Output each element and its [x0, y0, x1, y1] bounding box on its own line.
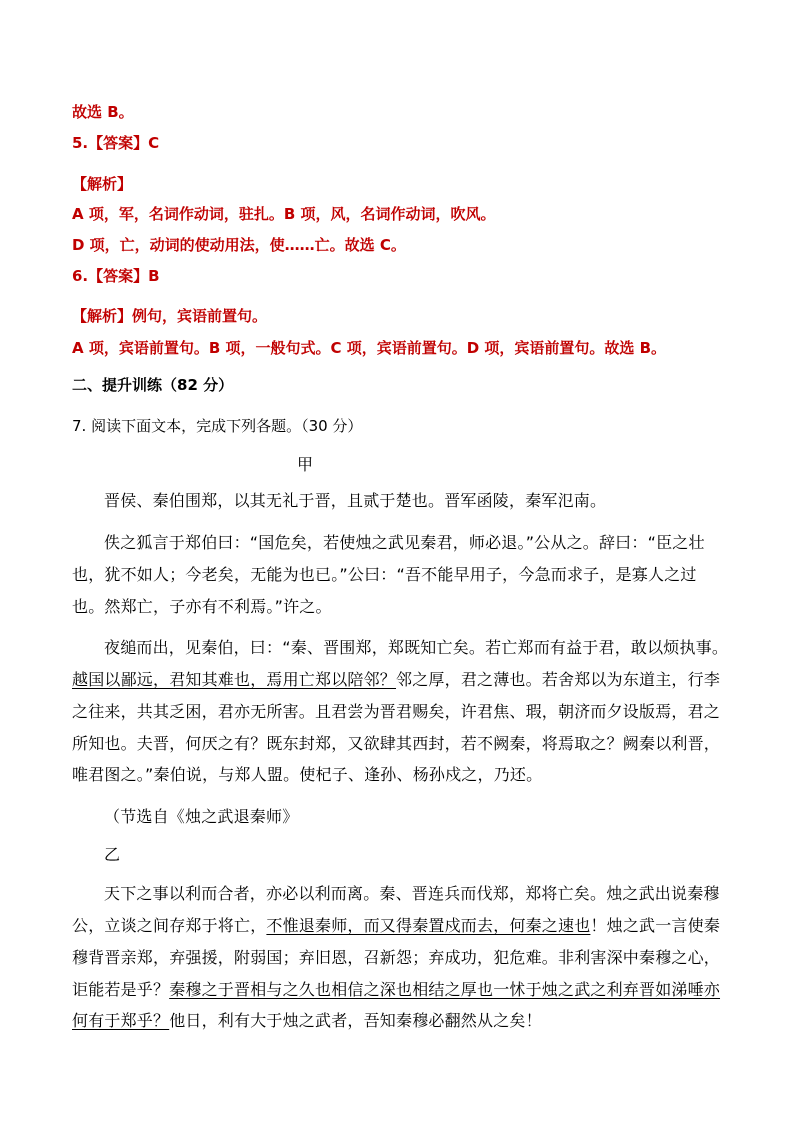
section-heading: 二、提升训练（82 分） [72, 376, 234, 394]
q6-analysis-line-2: A 项，宾语前置句。B 项，一般句式。C 项，宾语前置句。D 项，宾语前置句。故选 B。 [72, 339, 667, 357]
passage-jia-title: 甲 [297, 455, 314, 474]
underlined-sentence: 何有于郑乎？ [72, 1011, 170, 1030]
passage-yi-line-3: 穆背晋亲郑，弃强援，附弱国；弃旧恩，召新怨；弃成功，犯危难。非利害深中秦穆之心， [72, 948, 721, 967]
passage-jia-paragraph-2-line-2: 也，犹不如人；今老矣，无能为也已。”公曰：“吾不能早用子，今急而求子，是寡人之过 [72, 565, 697, 584]
passage-jia-paragraph-3-line-1: 夜缒而出，见秦伯，曰：“秦、晋围郑，郑既知亡矣。若亡郑而有益于君，敢以烦执事。 [104, 638, 729, 657]
underlined-sentence: 秦穆之于晋相与之久也相信之深也相结之厚也一怵于烛之武之利弃晋如涕唾亦 [169, 980, 721, 999]
passage-jia-paragraph-1: 晋侯、秦伯围郑，以其无礼于晋，且贰于楚也。晋军函陵，秦军氾南。 [104, 491, 607, 510]
underlined-sentence: 不惟退秦师，而又得秦置戍而去，何秦之速也 [266, 916, 591, 935]
passage-jia-paragraph-3-line-5: 唯君图之。”秦伯说，与郑人盟。使杞子、逢孙、杨孙戍之，乃还。 [72, 765, 543, 784]
passage-yi-line-2: 公，立谈之间存郑于将亡，不惟退秦师，而又得秦置戍而去，何秦之速也！烛之武一言使秦 [72, 916, 721, 935]
q5-analysis-line-1: A 项，军，名词作动词，驻扎。B 项，风，名词作动词，吹风。 [72, 205, 496, 223]
underlined-sentence: 越国以鄙远，君知其难也，焉用亡郑以陪邻？ [72, 670, 397, 689]
q5-analysis-line-2: D 项，亡，动词的使动用法，使……亡。故选 C。 [72, 236, 406, 254]
question-7-prompt: 7. 阅读下面文本，完成下列各题。（30 分） [72, 417, 363, 435]
passage-jia-source: （节选自《烛之武退秦师》 [104, 807, 299, 826]
passage-yi-line-4: 讵能若是乎？秦穆之于晋相与之久也相信之深也相结之厚也一怵于烛之武之利弃晋如涕唾亦 [72, 980, 721, 999]
passage-yi-line-1: 天下之事以利而合者，亦必以利而离。秦、晋连兵而伐郑，郑将亡矣。烛之武出说秦穆 [104, 884, 720, 903]
q6-analysis-label: 【解析】 [72, 307, 133, 325]
passage-yi-title: 乙 [104, 845, 121, 864]
answer-conclusion: 故选 B。 [72, 103, 134, 121]
passage-jia-paragraph-3-line-2: 越国以鄙远，君知其难也，焉用亡郑以陪邻？邻之厚，君之薄也。若舍郑以为东道主，行李 [72, 670, 721, 689]
q5-answer: 5.【答案】C [72, 134, 160, 152]
passage-jia-paragraph-3-line-4: 所知也。夫晋，何厌之有？既东封郑，又欲肆其西封，若不阙秦，将焉取之？阙秦以利晋， [72, 734, 721, 753]
q6-analysis-text: 例句，宾语前置句。 [132, 307, 268, 325]
q6-analysis [72, 306, 267, 326]
passage-jia-paragraph-2-line-3: 也。然郑亡，子亦有不利焉。”许之。 [72, 597, 332, 616]
passage-jia-paragraph-2-line-1: 佚之狐言于郑伯曰：“国危矣，若使烛之武见秦君，师必退。”公从之。辞曰：“臣之壮 [104, 533, 705, 552]
passage-yi-line-5: 何有于郑乎？他日，利有大于烛之武者，吾知秦穆必翻然从之矣！ [72, 1011, 542, 1030]
q6-answer: 6.【答案】B [72, 267, 160, 285]
passage-jia-paragraph-3-line-3: 之往来，共其乏困，君亦无所害。且君尝为晋君赐矣，许君焦、瑕，朝济而夕设版焉，君之 [72, 702, 721, 721]
q5-analysis-label: 【解析】 [72, 175, 133, 193]
